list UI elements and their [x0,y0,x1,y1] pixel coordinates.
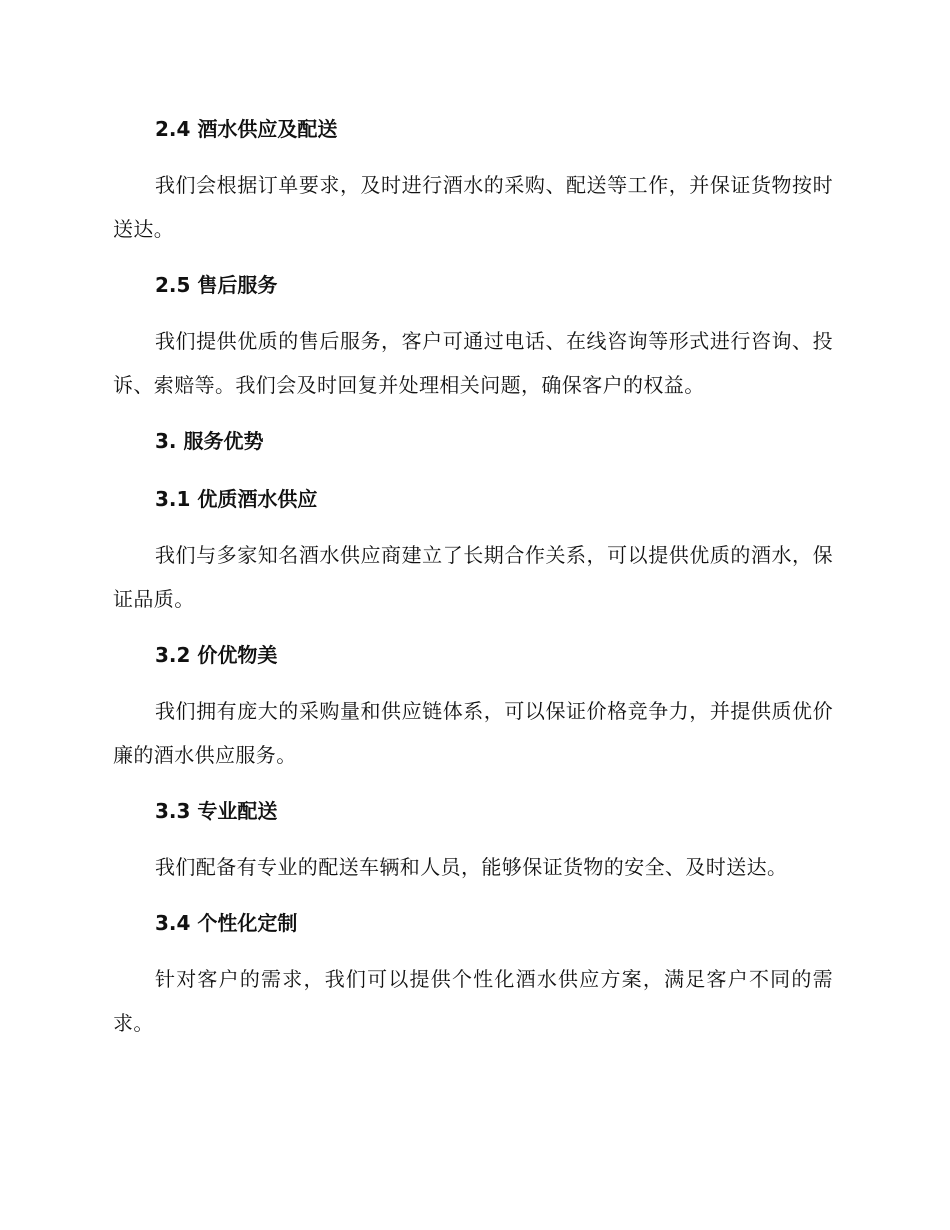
section-heading-3-4: 3.4 个性化定制 [155,911,298,935]
section-text-2-5: 我们提供优质的售后服务，客户可通过电话、在线咨询等形式进行咨询、投诉、索赔等。我们会及时回复并处理相关问题，确保客户的权益。 [113,329,833,397]
document-body [113,113,833,1045]
section-text-3-2: 我们拥有庞大的采购量和供应链体系，可以保证价格竞争力，并提供质优价廉的酒水供应服务。 [113,699,833,767]
section-heading-3-1: 3.1 优质酒水供应 [155,487,318,511]
section-text-3-4: 针对客户的需求，我们可以提供个性化酒水供应方案，满足客户不同的需求。 [113,967,833,1035]
section-heading-3-2: 3.2 价优物美 [155,643,278,667]
section-text-2-4: 我们会根据订单要求，及时进行酒水的采购、配送等工作，并保证货物按时送达。 [113,173,833,241]
section-heading-3-3: 3.3 专业配送 [155,799,278,823]
section-text-3-1: 我们与多家知名酒水供应商建立了长期合作关系，可以提供优质的酒水，保证品质。 [113,543,833,611]
section-heading-3: 3. 服务优势 [155,429,264,453]
section-heading-2-5: 2.5 售后服务 [155,273,278,297]
section-text-3-3: 我们配备有专业的配送车辆和人员，能够保证货物的安全、及时送达。 [155,855,788,879]
section-heading-2-4: 2.4 酒水供应及配送 [155,117,338,141]
